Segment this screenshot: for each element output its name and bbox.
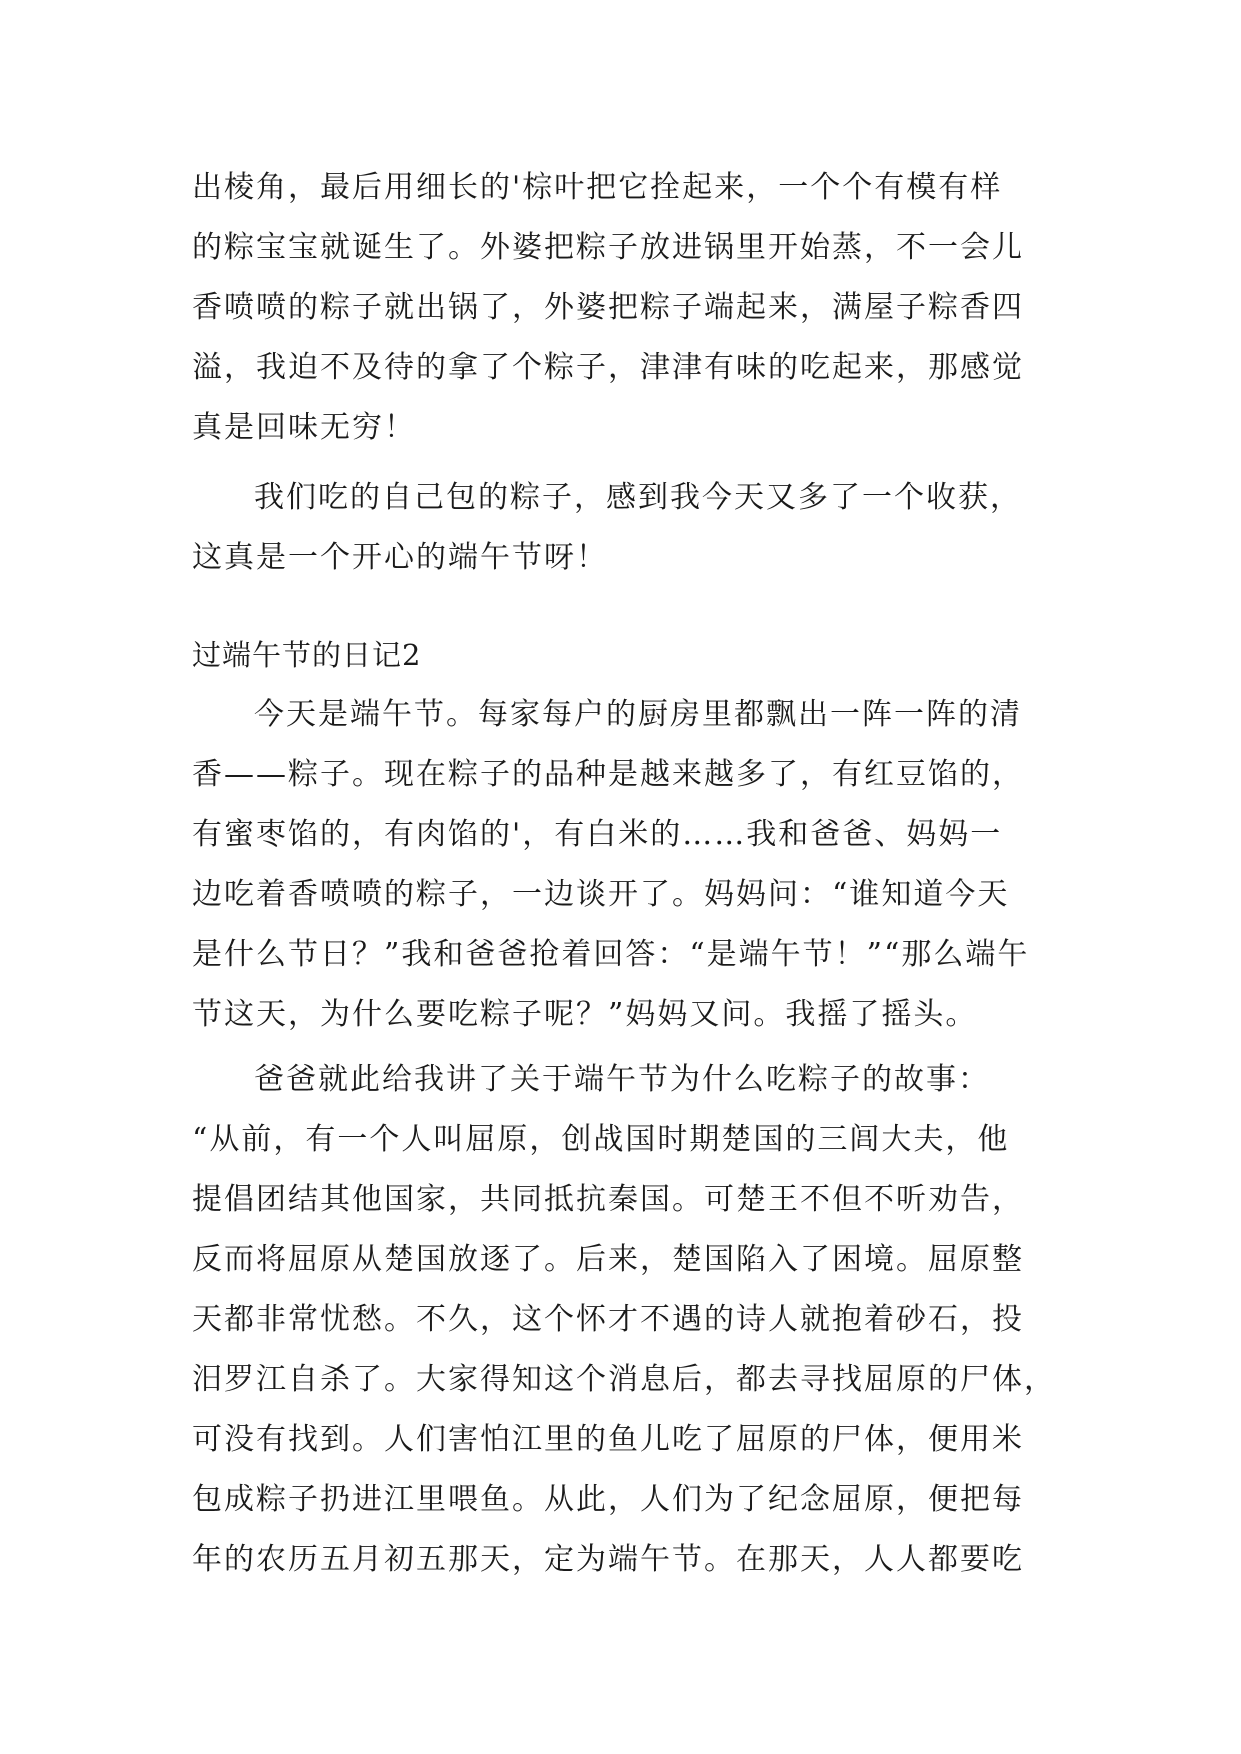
paragraph-line: 节这天，为什么要吃粽子呢？”妈妈又问。我摇了摇头。: [192, 997, 978, 1032]
section-title: 过端午节的日记2: [192, 638, 422, 672]
paragraph-line: 这真是一个开心的端午节呀！: [192, 540, 608, 575]
paragraph-line: 爸爸就此给我讲了关于端午节为什么吃粽子的故事：: [254, 1062, 990, 1097]
paragraph-line: 包成粽子扔进江里喂鱼。从此，人们为了纪念屈原，便把每: [192, 1482, 1024, 1517]
paragraph-line: 我们吃的自己包的粽子，感到我今天又多了一个收获，: [254, 480, 1022, 515]
paragraph-line: 提倡团结其他国家，共同抵抗秦国。可楚王不但不听劝告，: [192, 1182, 1024, 1217]
paragraph-line: 汨罗江自杀了。大家得知这个消息后，都去寻找屈原的尸体，: [192, 1362, 1056, 1397]
paragraph-line: 有蜜枣馅的，有肉馅的'，有白米的……我和爸爸、妈妈一: [192, 817, 1003, 852]
paragraph-line: 溢，我迫不及待的拿了个粽子，津津有味的吃起来，那感觉: [192, 350, 1024, 385]
paragraph-line: 香喷喷的粽子就出锅了，外婆把粽子端起来，满屋子粽香四: [192, 290, 1024, 325]
paragraph-line: 出棱角，最后用细长的'棕叶把它拴起来，一个个有模有样: [192, 170, 1003, 205]
paragraph-line: 边吃着香喷喷的粽子，一边谈开了。妈妈问：“谁知道今天: [192, 877, 1010, 912]
paragraph-line: 反而将屈原从楚国放逐了。后来，楚国陷入了困境。屈原整: [192, 1242, 1024, 1277]
paragraph-line: 是什么节日？”我和爸爸抢着回答：“是端午节！”“那么端午: [192, 937, 1030, 972]
paragraph-line: 香——粽子。现在粽子的品种是越来越多了，有红豆馅的，: [192, 757, 1024, 792]
paragraph-line: 真是回味无穷！: [192, 410, 416, 445]
paragraph-line: 年的农历五月初五那天，定为端午节。在那天，人人都要吃: [192, 1542, 1024, 1577]
paragraph-line: 的粽宝宝就诞生了。外婆把粽子放进锅里开始蒸，不一会儿: [192, 230, 1024, 265]
paragraph-line: 天都非常忧愁。不久，这个怀才不遇的诗人就抱着砂石，投: [192, 1302, 1024, 1337]
paragraph-line: 可没有找到。人们害怕江里的鱼儿吃了屈原的尸体，便用米: [192, 1422, 1024, 1457]
paragraph-line: 今天是端午节。每家每户的厨房里都飘出一阵一阵的清: [254, 697, 1022, 732]
paragraph-line: “从前，有一个人叫屈原，创战国时期楚国的三闾大夫，他: [192, 1122, 1010, 1157]
